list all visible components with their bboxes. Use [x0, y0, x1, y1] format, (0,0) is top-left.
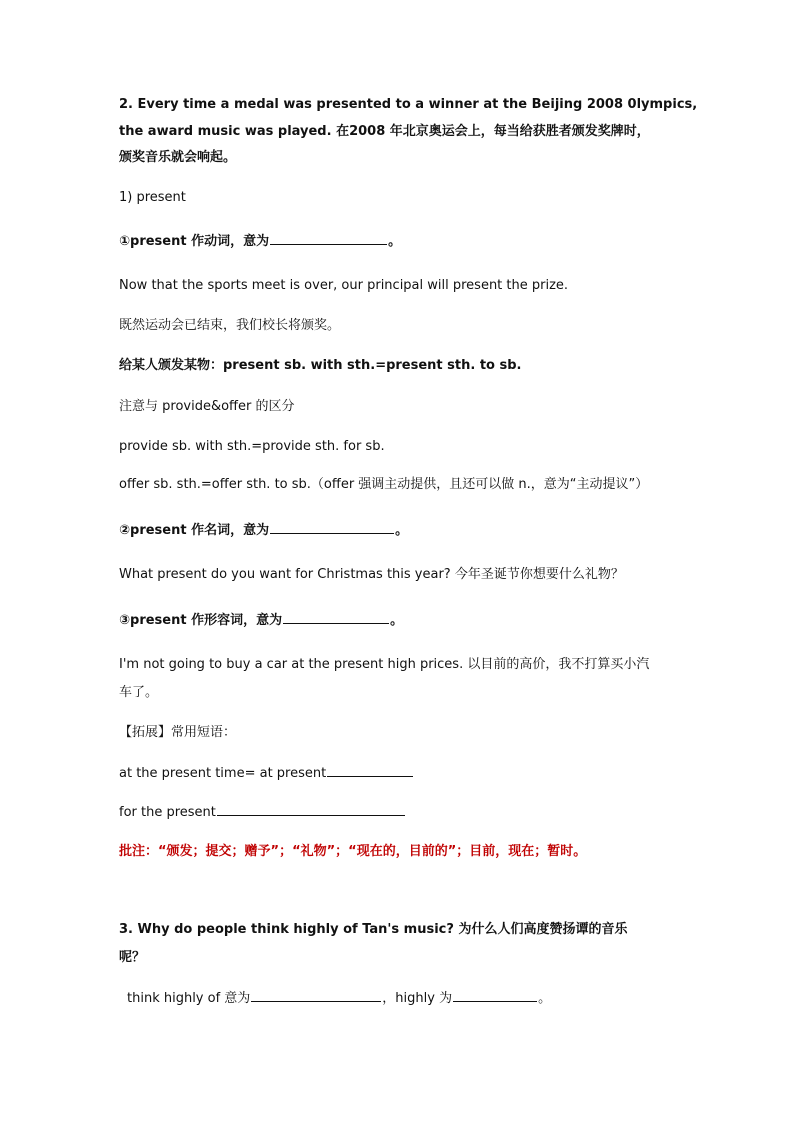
phrase1-text: at the present time= at present	[119, 766, 327, 781]
item3-end: 。	[390, 613, 404, 628]
item1-end: 。	[388, 234, 402, 249]
q3-fill-label-1: think highly of 意为	[127, 991, 251, 1006]
q3-line-1: 3. Why do people think highly of Tan's music? 为什么人们高度赞扬谭的音乐	[119, 922, 628, 937]
phrase2-blank[interactable]	[217, 802, 405, 816]
example2: What present do you want for Christmas this year? 今年圣诞节你想要什么礼物？	[119, 567, 624, 582]
item2-end: 。	[395, 523, 409, 538]
item3-blank[interactable]	[283, 610, 389, 624]
item2-line	[119, 520, 679, 541]
example1-english: Now that the sports meet is over, our principal will present the prize.	[119, 278, 569, 293]
q3-blank-2[interactable]	[453, 988, 537, 1002]
item1-blank[interactable]	[270, 231, 387, 245]
q2-line-1: 2. Every time a medal was presented to a winner at the Beijing 2008 0lympics,	[119, 97, 698, 112]
q3-blank-1[interactable]	[251, 988, 381, 1002]
q2-line-3: 颁奖音乐就会响起。	[119, 150, 237, 165]
offer-usage: offer sb. sth.=offer sth. to sb.（offer 强调主动提供，且还可以做 n.，意为“主动提议”）	[119, 477, 649, 492]
q2-sub-heading: 1) present	[119, 190, 186, 205]
phrase1-line	[119, 763, 679, 784]
item3-line	[119, 610, 679, 631]
example1-chinese: 既然运动会已结束，我们校长将颁奖。	[119, 318, 341, 333]
present-rule: 给某人颁发某物：present sb. with sth.=present sth. to sb.	[119, 358, 522, 373]
item1-line	[119, 231, 679, 252]
extension-title: 【拓展】常用短语：	[119, 725, 237, 740]
item2-label: ②present 作名词，意为	[119, 523, 270, 538]
phrase2-line	[119, 802, 679, 823]
provide-usage: provide sb. with sth.=provide sth. for sb.	[119, 439, 385, 454]
item2-blank[interactable]	[270, 520, 394, 534]
annotation-answer: 批注：“颁发；提交；赠予”；“礼物”；“现在的，目前的”；目前，现在；暂时。	[119, 844, 587, 859]
q3-line-2: 呢？	[119, 950, 146, 965]
q3-fill-label-2: ，highly 为	[382, 991, 453, 1006]
item1-label: ①present 作动词，意为	[119, 234, 270, 249]
example3-line-1: I'm not going to buy a car at the present high prices. 以目前的高价，我不打算买小汽	[119, 657, 650, 672]
example3-line-2: 车了。	[119, 685, 159, 700]
item3-label: ③present 作形容词，意为	[119, 613, 283, 628]
phrase2-text: for the present	[119, 805, 216, 820]
q2-line-2: the award music was played. 在2008 年北京奥运会上，每当给获胜者颁发奖牌时，	[119, 124, 650, 139]
phrase1-blank[interactable]	[327, 763, 413, 777]
q3-fill-line	[127, 988, 687, 1009]
distinction-note: 注意与 provide&offer 的区分	[119, 399, 295, 414]
q3-fill-end: 。	[538, 991, 552, 1006]
